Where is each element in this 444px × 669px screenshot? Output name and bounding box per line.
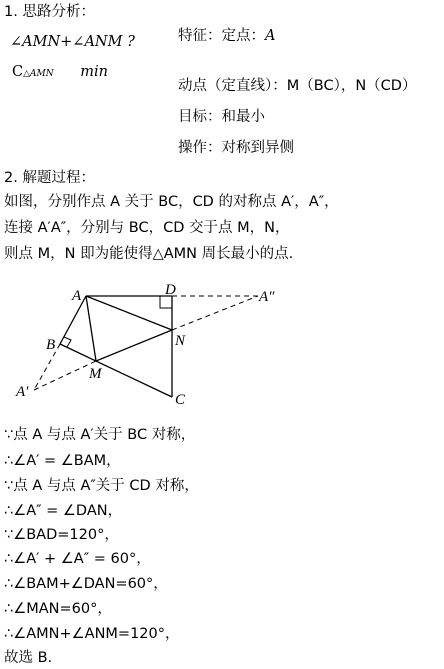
proof-line-5: ∵∠BAD=120°， [4, 527, 119, 543]
right-angle-B [64, 337, 71, 347]
proof-line-8: ∴∠MAN=60°， [4, 601, 112, 617]
proof-line-3: ∵点 A 与点 A″关于 CD 对称， [4, 478, 199, 494]
label-A: A [72, 288, 82, 304]
proof-line-6: ∴∠A′ + ∠A″ = 60°， [4, 551, 151, 567]
proof-line-1: ∵点 A 与点 A′关于 BC 对称， [4, 427, 196, 443]
perimeter-symbol: C [12, 64, 24, 80]
segment-AN [86, 296, 172, 330]
angle-sum-expression: ∠AMN+∠ANM ? [10, 34, 135, 50]
feature-line [178, 26, 275, 46]
proof-line-10: 故选 B. [4, 650, 53, 666]
label-M: M [89, 366, 102, 382]
section2-heading: 2. 解题过程： [4, 170, 95, 186]
perimeter-expression [12, 62, 108, 84]
proof-line-4: ∴∠A″ = ∠DAN， [4, 503, 123, 519]
goal-line: 目标：和最小 [178, 109, 265, 125]
label-D: D [165, 282, 176, 298]
label-A1: A′ [16, 384, 29, 400]
feature-value: A [265, 28, 276, 44]
label-B: B [46, 337, 56, 353]
label-A2: A″ [259, 289, 275, 305]
segment-MN [96, 330, 172, 361]
solution-line-3: 则点 M，N 即为能使得△AMN 周长最小的点. [4, 246, 294, 262]
moving-points-line: 动点（定直线）：M（BC），N（CD） [178, 78, 417, 94]
section1-heading: 1. 思路分析： [4, 4, 95, 20]
solution-line-2: 连接 A′A″，分别与 BC，CD 交于点 M，N， [4, 220, 290, 236]
geometry-figure [0, 280, 300, 410]
proof-line-7: ∴∠BAM+∠DAN=60°， [4, 576, 168, 592]
perimeter-subscript: △AMN [23, 69, 54, 79]
solution-line-1: 如图，分别作点 A 关于 BC，CD 的对称点 A′，A″， [4, 194, 339, 210]
dashed-A1M [34, 361, 96, 390]
label-N: N [175, 333, 186, 349]
label-C: C [175, 392, 186, 408]
proof-line-2: ∴∠A′ = ∠BAM， [4, 453, 121, 469]
min-label: min [80, 64, 108, 80]
operation-line: 操作：对称到异侧 [178, 140, 294, 156]
feature-label: 特征：定点： [178, 28, 265, 44]
segment-AM [86, 296, 96, 361]
dashed-NA2 [172, 296, 258, 330]
proof-line-9: ∴∠AMN+∠ANM=120°， [4, 626, 180, 642]
